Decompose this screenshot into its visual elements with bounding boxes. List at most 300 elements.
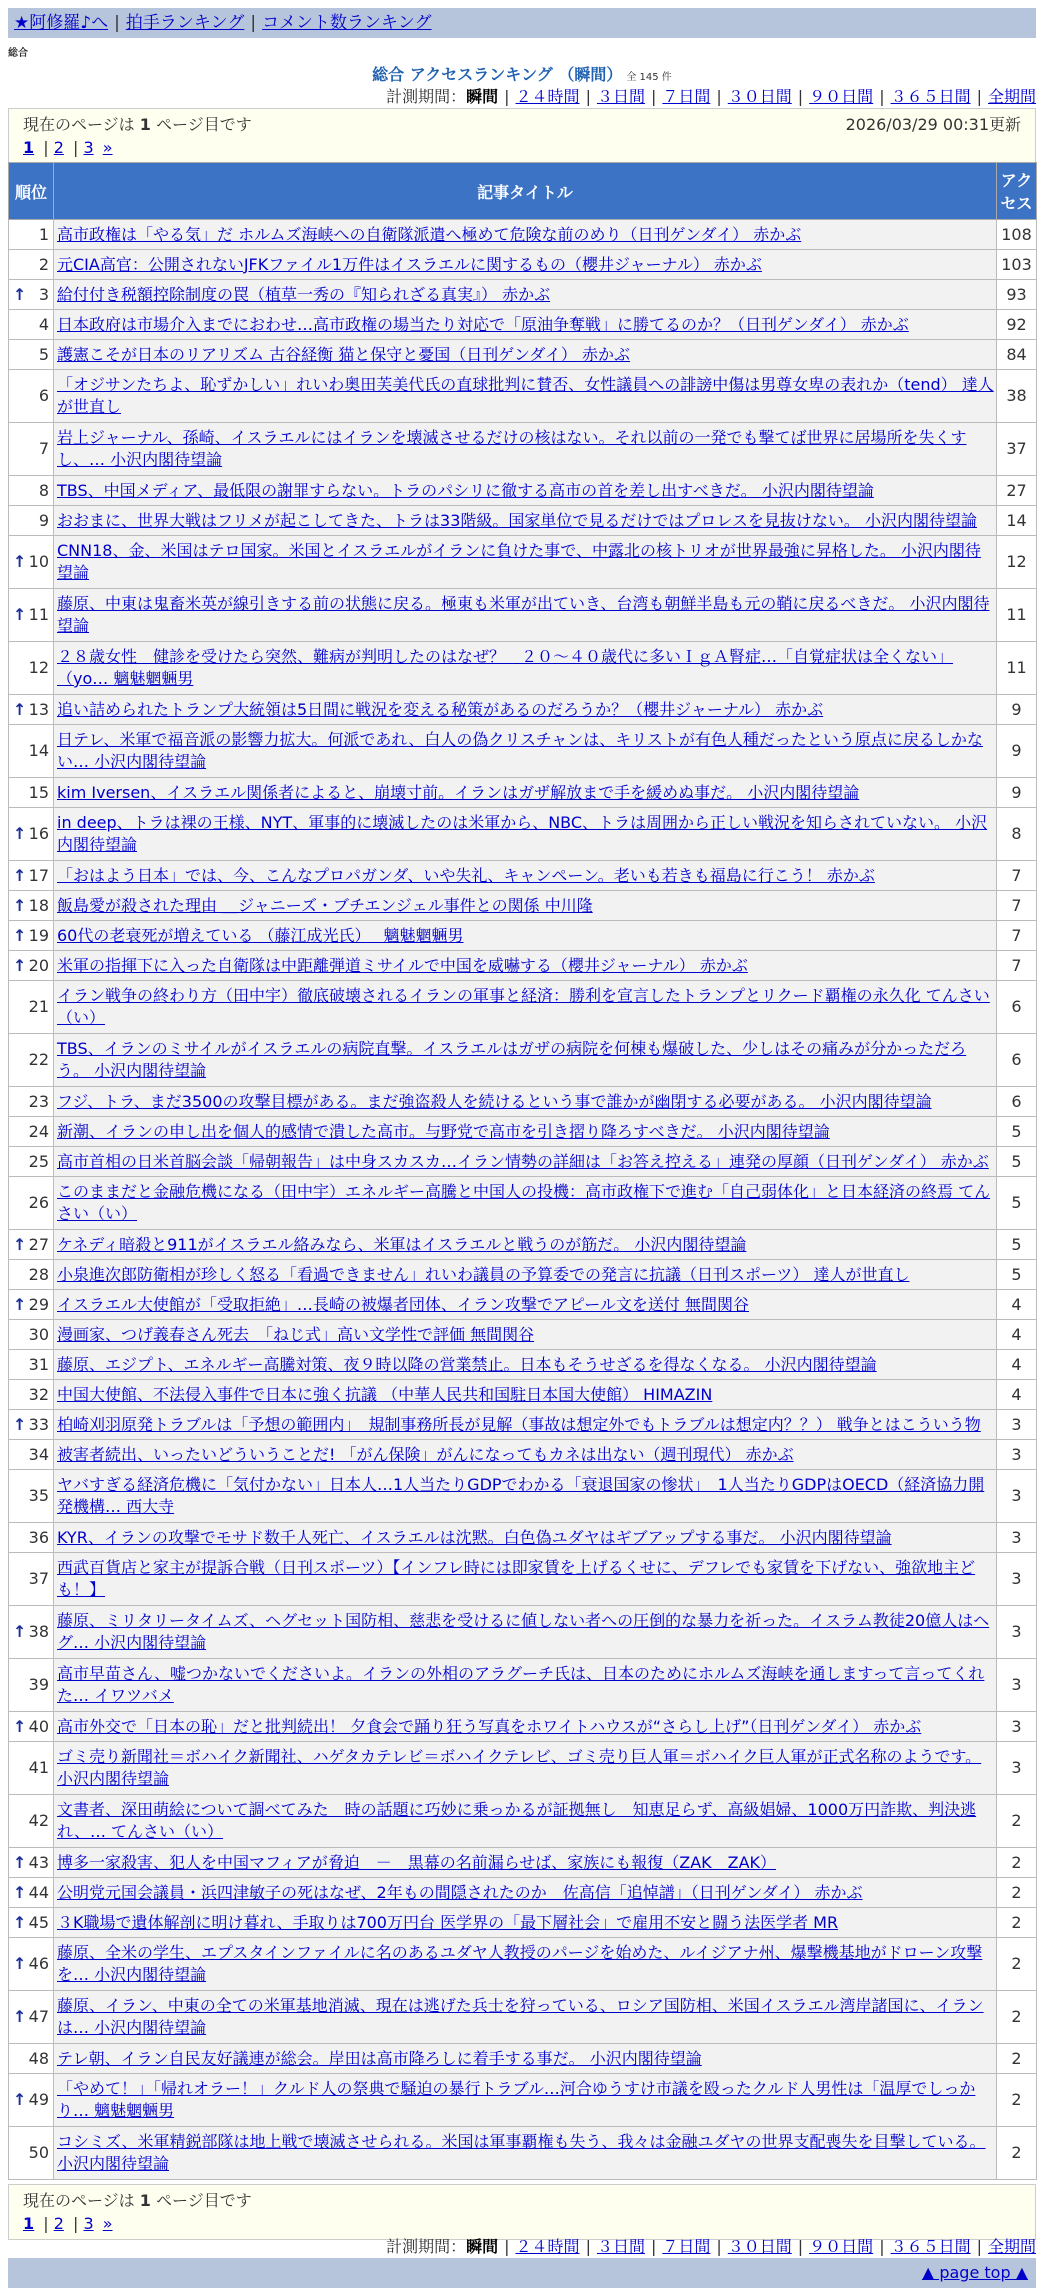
title-cell — [54, 1350, 997, 1380]
title-cell — [54, 1938, 997, 1991]
article-link[interactable]: イスラエル大使館が「受取拒絶」…長崎の被爆者団体、イラン攻撃でアピール文を送付 無間関谷 — [57, 1294, 749, 1314]
access-count: 3 — [997, 1470, 1037, 1523]
rank-number: 9 — [38, 510, 49, 530]
pager-status-row — [23, 113, 1021, 137]
article-link[interactable]: TBS、イランのミサイルがイスラエルの病院直撃。イスラエルはガザの病院を何棟も爆破した、少しはその痛みが分かっただろう。 小沢内閣待望論 — [57, 1039, 967, 1080]
table-row — [9, 1553, 1037, 1606]
rank-cell — [9, 1523, 54, 1553]
table-row — [9, 1034, 1037, 1087]
period-option-link[interactable]: ２４時間 — [515, 2237, 580, 2256]
table-row — [9, 808, 1037, 861]
article-link[interactable]: 米軍の指揮下に入った自衛隊は中距離弾道ミサイルで中国を威嚇する（櫻井ジャーナル） 赤かぶ — [57, 955, 748, 975]
period-separator: | — [585, 2237, 591, 2256]
rank-number: 12 — [28, 658, 49, 677]
period-separator: | — [650, 2237, 657, 2256]
rank-cell — [9, 1553, 54, 1606]
rank-number: 8 — [38, 480, 49, 500]
period-separator: | — [797, 87, 804, 106]
table-row — [9, 1742, 1037, 1795]
period-option-link[interactable]: ３０日間 — [727, 87, 792, 106]
article-link[interactable]: 岩上ジャーナル、孫崎、イスラエルにはイランを壊滅させるだけの核はない。それ以前の一発でも撃てば世界に居場所を失くすし、… 小沢内閣待望論 — [57, 428, 967, 469]
rank-up-arrow-icon: ↑ — [13, 699, 27, 719]
title-cell — [54, 1991, 997, 2044]
rank-number: 32 — [28, 1384, 49, 1404]
rank-number: 7 — [38, 439, 49, 458]
pager-text-post: ページ目です — [156, 115, 252, 134]
pager-text-pre: 現在のページは — [23, 2191, 135, 2210]
period-option-link[interactable]: ３０日間 — [727, 2237, 792, 2256]
period-separator: | — [976, 87, 982, 106]
article-link[interactable]: ３K職場で遺体解剖に明け暮れ、手取りは700万円台 医学界の「最下層社会」で雇用不安と闘う法医学者 MR — [57, 1912, 839, 1932]
pager-links-row — [23, 137, 1021, 159]
access-count: 7 — [997, 891, 1037, 921]
rank-cell — [9, 891, 54, 921]
rank-number: 20 — [28, 955, 49, 975]
next-page-link[interactable]: » — [102, 2214, 113, 2233]
rank-number: 3 — [38, 284, 49, 304]
category-label: 総合 — [8, 48, 28, 59]
article-link[interactable]: 被害者続出、いったいどういうことだ! 「がん保険」がんになってもカネは出ない（週刊現代） 赤かぶ — [57, 1444, 794, 1464]
period-separator: | — [504, 2237, 510, 2256]
rank-up-arrow-icon: ↑ — [13, 1622, 27, 1641]
table-row — [9, 1380, 1037, 1410]
period-option-link[interactable]: 全期間 — [987, 87, 1036, 106]
table-row — [9, 1938, 1037, 1991]
next-page-link[interactable]: » — [102, 138, 113, 157]
access-count: 3 — [997, 1659, 1037, 1712]
title-cell — [54, 1848, 997, 1878]
table-row — [9, 1117, 1037, 1147]
access-count: 2 — [997, 2127, 1037, 2180]
period-current: 瞬間 — [466, 87, 499, 106]
period-option-link[interactable]: 全期間 — [987, 2237, 1036, 2256]
table-row — [9, 951, 1037, 981]
pager-separator: | — [67, 2214, 84, 2233]
rank-up-arrow-icon: ↑ — [13, 865, 27, 885]
title-cell — [54, 423, 997, 476]
rank-cell — [9, 340, 54, 370]
rank-cell — [9, 1470, 54, 1523]
access-count: 3 — [997, 1523, 1037, 1553]
rank-number: 19 — [28, 925, 49, 945]
page-link[interactable]: 3 — [83, 138, 94, 157]
period-separator: | — [797, 2237, 804, 2256]
article-link[interactable]: 「おはよう日本」では、今、こんなプロパガンダ、いや失礼、キャンペーン。老いも若きも福島に行こう！ 赤かぶ — [57, 865, 875, 885]
rank-cell — [9, 536, 54, 589]
article-link[interactable]: 藤原、イラン、中東の全ての米軍基地消滅、現在は逃げた兵士を狩っている、ロシア国防相、米国イスラエル湾岸諸国に、イランは… 小沢内閣待望論 — [57, 1996, 984, 2037]
article-link[interactable]: KYR、イランの攻撃でモサド数千人死亡、イスラエルは沈黙。白色偽ユダヤはギブアップする事だ。 小沢内閣待望論 — [57, 1527, 892, 1547]
rank-up-arrow-icon: ↑ — [13, 552, 27, 571]
table-row — [9, 1470, 1037, 1523]
period-option-link[interactable]: ３日間 — [596, 2237, 645, 2256]
rank-number: 29 — [28, 1294, 49, 1314]
page-link[interactable]: 1 — [23, 138, 35, 157]
ranking-table — [8, 162, 1037, 2180]
article-link[interactable]: コシミズ、米軍精鋭部隊は地上戦で壊滅させられる。米国は軍事覇権も失う、我々は金融ユダヤの世界支配喪失を目撃している。 小沢内閣待望論 — [57, 2132, 986, 2173]
header-title: 記事タイトル — [54, 163, 997, 220]
table-row — [9, 506, 1037, 536]
rank-number: 30 — [28, 1324, 49, 1344]
article-link[interactable]: 高市早苗さん、嘘つかないでくださいよ。イランの外相のアラグーチ氏は、日本のためにホルムズ海峡を通しますって言ってくれた… イワツバメ — [57, 1664, 985, 1705]
pager-status — [23, 113, 252, 137]
rank-cell — [9, 1350, 54, 1380]
access-count: 9 — [997, 695, 1037, 725]
rank-up-arrow-icon: ↑ — [13, 1882, 27, 1902]
table-row — [9, 370, 1037, 423]
article-link[interactable]: 藤原、エジプト、エネルギー高騰対策、夜９時以降の営業禁止。日本もそうせざるを得なくなる。 小沢内閣待望論 — [57, 1354, 877, 1374]
access-count: 5 — [997, 1177, 1037, 1230]
access-count: 12 — [997, 536, 1037, 589]
rank-number: 35 — [28, 1486, 49, 1505]
table-row — [9, 1260, 1037, 1290]
article-link[interactable]: 公明党元国会議員・浜四津敏子の死はなぜ、2年もの間隠されたのか 佐高信「追悼譜」（日刊ゲンダイ） 赤かぶ — [57, 1882, 863, 1902]
table-row — [9, 1523, 1037, 1553]
access-count: 14 — [997, 506, 1037, 536]
access-count: 5 — [997, 1230, 1037, 1260]
article-link[interactable]: 飯島愛が殺された理由 ＿ジャニーズ・ブチエンジェル事件との関係 中川隆 — [57, 895, 593, 915]
title-cell — [54, 642, 997, 695]
period-option-link[interactable]: ９０日間 — [809, 87, 874, 106]
article-link[interactable]: 小泉進次郎防衛相が珍しく怒る「看過できません」れいわ議員の予算委での発言に抗議（日刊スポーツ） 達人が世直し — [57, 1264, 910, 1284]
rank-cell — [9, 1147, 54, 1177]
period-option-link[interactable]: ３６５日間 — [890, 2237, 971, 2256]
rank-cell — [9, 1712, 54, 1742]
rank-number: 25 — [28, 1151, 49, 1171]
ranking-title: 総合 アクセスランキング （瞬間） — [372, 65, 623, 84]
article-link[interactable]: 高市政権は「やる気」だ ホルムズ海峡への自衛隊派遣へ極めて危険な前のめり（日刊ゲンダイ） 赤かぶ — [57, 224, 802, 244]
table-row — [9, 642, 1037, 695]
access-count: 93 — [997, 280, 1037, 310]
title-cell — [54, 1712, 997, 1742]
title-cell — [54, 1470, 997, 1523]
updated-timestamp: 2026/03/29 00:31更新 — [845, 115, 1021, 134]
table-row — [9, 1147, 1037, 1177]
table-row — [9, 280, 1037, 310]
article-link[interactable]: 日テレ、米軍で福音派の影響力拡大。何派であれ、白人の偽クリスチャンは、キリストが有色人種だったという原点に戻るしかない… 小沢内閣待望論 — [57, 730, 983, 771]
article-link[interactable]: 給付付き税額控除制度の罠（植草一秀の『知られざる真実』） 赤かぶ — [57, 284, 551, 304]
access-count: 27 — [997, 476, 1037, 506]
rank-cell — [9, 1848, 54, 1878]
title-cell — [54, 476, 997, 506]
article-link[interactable]: 中国大使館、不法侵入事件で日本に強く抗議 （中華人民共和国駐日本国大使館） HIMAZIN — [57, 1384, 713, 1404]
title-cell — [54, 951, 997, 981]
article-link[interactable]: kim Iversen、イスラエル関係者によると、崩壊寸前。イランはガザ解放まで手を緩めぬ事だ。 小沢内閣待望論 — [57, 782, 860, 802]
article-link[interactable]: 西武百貨店と家主が提訴合戦（日刊スポーツ）【インフレ時には即家賃を上げるくせに、デフレでも家賃を下げない、強欲地主ども！】 — [57, 1558, 976, 1599]
article-link[interactable]: TBS、中国メディア、最低限の謝罪すらない。トラのパシリに徹する高市の首を差し出すべきだ。 小沢内閣待望論 — [57, 480, 874, 500]
table-row — [9, 921, 1037, 951]
title-cell — [54, 1380, 997, 1410]
access-count: 108 — [997, 220, 1037, 250]
rank-cell — [9, 1795, 54, 1848]
table-row — [9, 1848, 1037, 1878]
article-link[interactable]: ケネディ暗殺と911がイスラエル絡みなら、米軍はイスラエルと戦うのが筋だ。 小沢内閣待望論 — [57, 1234, 747, 1254]
access-count: 2 — [997, 2074, 1037, 2127]
article-link[interactable]: イラン戦争の終わり方（田中宇）徹底破壊されるイランの軍事と経済：勝利を宣言したトランプとリクード覇権の永久化 てんさい（い） — [57, 986, 990, 1027]
rank-cell — [9, 506, 54, 536]
rank-up-arrow-icon: ↑ — [13, 1716, 27, 1736]
article-link[interactable]: ２８歳女性 健診を受けたら突然、難病が判明したのはなぜ？ ２０～４０歳代に多いＩｇＡ腎症…「自覚症状は全くない」（yo… 魑魅魍魎男 — [57, 647, 954, 688]
rank-number: 14 — [28, 741, 49, 760]
rank-cell — [9, 1410, 54, 1440]
table-row — [9, 1087, 1037, 1117]
access-count: 8 — [997, 808, 1037, 861]
pager-separator: | — [67, 138, 84, 157]
access-count: 2 — [997, 2044, 1037, 2074]
article-link[interactable]: 柏崎刈羽原発トラブルは「予想の範囲内」 規制事務所長が見解（事故は想定外でもトラブルは想定内？？） 戦争とはこういう物 — [57, 1414, 981, 1434]
article-link[interactable]: このままだと金融危機になる（田中宇）エネルギー高騰と中国人の投機：高市政権下で進む「自己弱体化」と日本経済の終焉 てんさい（い） — [57, 1182, 991, 1223]
title-cell — [54, 1410, 997, 1440]
access-count: 38 — [997, 370, 1037, 423]
page-top-link[interactable]: ▲ page top ▲ — [921, 2263, 1028, 2282]
rank-cell — [9, 1320, 54, 1350]
period-option-link[interactable]: ３６５日間 — [890, 87, 971, 106]
title-cell — [54, 1440, 997, 1470]
pager-status — [23, 2189, 252, 2213]
table-row — [9, 1230, 1037, 1260]
article-link[interactable]: in deep、トラは裸の王様、NYT、軍事的に壊滅したのは米軍から、NBC、トラは周囲から正しい戦況を知らされていない。 小沢内閣待望論 — [57, 813, 988, 854]
rank-up-arrow-icon: ↑ — [13, 824, 27, 843]
article-link[interactable]: 藤原、ミリタリータイムズ、ヘグセット国防相、慈悲を受けるに値しない者への圧倒的な暴力を祈った。イスラム教徒20億人はヘグ… 小沢内閣待望論 — [57, 1611, 990, 1652]
rank-cell — [9, 778, 54, 808]
rank-number: 49 — [28, 2090, 49, 2109]
period-option-link[interactable]: ２４時間 — [515, 87, 580, 106]
rank-number: 44 — [28, 1882, 49, 1902]
pager-text-post: ページ目です — [156, 2191, 252, 2210]
article-link[interactable]: 高市首相の日米首脳会談「帰朝報告」は中身スカスカ…イラン情勢の詳細は「お答え控える」連発の厚顔（日刊ゲンダイ） 赤かぶ — [57, 1151, 989, 1171]
table-row — [9, 1991, 1037, 2044]
article-link[interactable]: 新潮、イランの申し出を個人的感情で潰した高市。与野党で高市を引き摺り降ろすべきだ。 小沢内閣待望論 — [57, 1121, 830, 1141]
article-link[interactable]: 博多一家殺害、犯人を中国マフィアが脅迫 － 黒幕の名前漏らせば、家族にも報復（ZAK ZAK） — [57, 1852, 777, 1872]
rank-cell — [9, 1290, 54, 1320]
period-label: 計測期間： — [386, 87, 467, 106]
article-link[interactable]: CNN18、金、米国はテロ国家。米国とイスラエルがイランに負けた事で、中露北の核トリオが世界最強に昇格した。 小沢内閣待望論 — [57, 541, 981, 582]
page-link[interactable]: 2 — [53, 138, 64, 157]
period-option-link[interactable]: ９０日間 — [809, 2237, 874, 2256]
rank-cell — [9, 2127, 54, 2180]
rank-cell — [9, 1991, 54, 2044]
access-count: 2 — [997, 1795, 1037, 1848]
period-separator: | — [976, 2237, 982, 2256]
table-row — [9, 1410, 1037, 1440]
title-cell — [54, 1523, 997, 1553]
table-row — [9, 476, 1037, 506]
article-link[interactable]: ヤバすぎる経済危機に「気付かない」日本人…1人当たりGDPでわかる「衰退国家の惨状」 1人当たりGDPはOECD（経済協力開発機構… 西大寺 — [57, 1475, 985, 1516]
access-count: 9 — [997, 778, 1037, 808]
rank-cell — [9, 695, 54, 725]
access-count: 5 — [997, 1117, 1037, 1147]
title-cell — [54, 891, 997, 921]
title-cell — [54, 695, 997, 725]
article-link[interactable]: 「オジサンたちよ、恥ずかしい」れいわ奥田芙美代氏の直球批判に賛否、女性議員への誹謗中傷は男尊女卑の表れか（tend） 達人が世直し — [57, 375, 994, 416]
rank-number: 47 — [28, 2007, 49, 2026]
title-cell — [54, 1795, 997, 1848]
article-link[interactable]: 藤原、全米の学生、エプスタインファイルに名のあるユダヤ人教授のパージを始めた、ルイジアナ州、爆撃機基地がドローン攻撃を… 小沢内閣待望論 — [57, 1943, 983, 1984]
rank-cell — [9, 1440, 54, 1470]
table-row — [9, 1659, 1037, 1712]
rank-cell — [9, 1117, 54, 1147]
rank-cell — [9, 1908, 54, 1938]
access-count: 6 — [997, 1034, 1037, 1087]
title-cell — [54, 280, 997, 310]
access-count: 84 — [997, 340, 1037, 370]
title-cell — [54, 2127, 997, 2180]
access-count: 3 — [997, 1742, 1037, 1795]
rank-cell — [9, 1230, 54, 1260]
rank-number: 16 — [28, 824, 49, 843]
rank-number: 37 — [28, 1569, 49, 1588]
access-count: 2 — [997, 1878, 1037, 1908]
title-cell — [54, 1117, 997, 1147]
access-count: 3 — [997, 1410, 1037, 1440]
rank-up-arrow-icon: ↑ — [13, 1414, 27, 1434]
title-cell — [54, 1742, 997, 1795]
rank-cell — [9, 2074, 54, 2127]
title-cell — [54, 1260, 997, 1290]
rank-number: 1 — [38, 224, 49, 244]
access-count: 9 — [997, 725, 1037, 778]
period-option-link[interactable]: ３日間 — [596, 87, 645, 106]
table-row — [9, 891, 1037, 921]
page-link[interactable]: 3 — [83, 2214, 94, 2233]
period-current: 瞬間 — [466, 2237, 499, 2256]
rank-cell — [9, 1878, 54, 1908]
total-count: 全 145 件 — [626, 72, 672, 83]
table-row — [9, 778, 1037, 808]
title-cell — [54, 1290, 997, 1320]
access-count: 5 — [997, 1260, 1037, 1290]
title-cell — [54, 220, 997, 250]
title-cell — [54, 1147, 997, 1177]
nav-link-applause-ranking[interactable]: 拍手ランキング — [125, 13, 245, 33]
rank-cell — [9, 589, 54, 642]
access-count: 11 — [997, 589, 1037, 642]
page-link[interactable]: 2 — [53, 2214, 64, 2233]
rank-up-arrow-icon: ↑ — [13, 955, 27, 975]
rank-number: 45 — [28, 1912, 49, 1932]
table-row — [9, 2044, 1037, 2074]
access-count: 3 — [997, 1440, 1037, 1470]
rank-up-arrow-icon: ↑ — [13, 895, 27, 915]
article-link[interactable]: テレ朝、イラン自民友好議連が総会。岸田は高市降ろしに着手する事だ。 小沢内閣待望論 — [57, 2048, 702, 2068]
pager-separator: | — [38, 2214, 54, 2233]
page-title — [0, 62, 1044, 85]
article-link[interactable]: 追い詰められたトランプ大統領は5日間に戦況を変える秘策があるのだろうか？（櫻井ジャーナル） 赤かぶ — [57, 699, 824, 719]
rank-number: 21 — [28, 997, 49, 1016]
access-count: 3 — [997, 1553, 1037, 1606]
access-count: 2 — [997, 1991, 1037, 2044]
rank-number: 31 — [28, 1354, 49, 1374]
title-cell — [54, 1659, 997, 1712]
title-cell — [54, 536, 997, 589]
article-link[interactable]: 漫画家、つげ義春さん死去 「ねじ式」高い文学性で評価 無間関谷 — [57, 1324, 535, 1344]
nav-link-comment-ranking[interactable]: コメント数ランキング — [262, 13, 432, 33]
article-link[interactable]: 護憲こそが日本のリアリズム 古谷経衡 猫と保守と憂国（日刊ゲンダイ） 赤かぶ — [57, 344, 631, 364]
rank-number: 15 — [28, 782, 49, 802]
rank-cell — [9, 220, 54, 250]
table-row — [9, 340, 1037, 370]
rank-up-arrow-icon: ↑ — [13, 1234, 27, 1254]
rank-cell — [9, 2044, 54, 2074]
rank-cell — [9, 951, 54, 981]
table-row — [9, 2074, 1037, 2127]
article-link[interactable]: 日本政府は市場介入までにおわせ…高市政権の場当たり対応で「原油争奪戦」に勝てるのか？（日刊ゲンダイ） 赤かぶ — [57, 314, 909, 334]
period-separator: | — [716, 2237, 722, 2256]
rank-number: 6 — [38, 386, 49, 405]
title-cell — [54, 1230, 997, 1260]
rank-number: 11 — [28, 605, 49, 624]
title-cell — [54, 310, 997, 340]
access-count: 7 — [997, 921, 1037, 951]
access-count: 2 — [997, 1908, 1037, 1938]
table-row — [9, 1320, 1037, 1350]
rank-number: 28 — [28, 1264, 49, 1284]
rank-number: 34 — [28, 1444, 49, 1464]
article-link[interactable]: 60代の老衰死が増えている （藤江成光氏） 魑魅魍魎男 — [57, 925, 464, 945]
table-row — [9, 1878, 1037, 1908]
title-cell — [54, 921, 997, 951]
rank-number: 33 — [28, 1414, 49, 1434]
title-cell — [54, 340, 997, 370]
rank-number: 26 — [28, 1193, 49, 1212]
title-cell — [54, 2044, 997, 2074]
footer-bar — [8, 2258, 1036, 2288]
access-count: 6 — [997, 1087, 1037, 1117]
nav-separator: | — [250, 13, 257, 33]
period-separator: | — [504, 87, 510, 106]
rank-cell — [9, 1177, 54, 1230]
pager-current-page: 1 — [139, 2191, 151, 2210]
article-link[interactable]: 文書者、深田萌絵について調べてみた 時の話題に巧妙に乗っかるが証拠無し 知恵足らず、高級娼婦、1000万円詐欺、判決逃れ、… てんさい（い） — [57, 1800, 977, 1841]
access-count: 4 — [997, 1380, 1037, 1410]
access-count: 2 — [997, 1848, 1037, 1878]
rank-number: 22 — [28, 1050, 49, 1069]
article-link[interactable]: 元CIA高官：公開されないJFKファイル1万件はイスラエルに関するもの（櫻井ジャーナル） 赤かぶ — [57, 254, 762, 274]
rank-up-arrow-icon: ↑ — [13, 2007, 27, 2026]
title-cell — [54, 370, 997, 423]
rank-cell — [9, 1034, 54, 1087]
article-link[interactable]: おおまに、世界大戦はフリメが起こしてきた、トラは33階級。国家単位で見るだけではプロレスを見抜けない。 小沢内閣待望論 — [57, 510, 978, 530]
table-row — [9, 1795, 1037, 1848]
article-link[interactable]: フジ、トラ、まだ3500の攻撃目標がある。まだ強盗殺人を続けるという事で誰かが幽閉する必要がある。 小沢内閣待望論 — [57, 1091, 932, 1111]
article-link[interactable]: 藤原、中東は鬼畜米英が線引きする前の状態に戻る。極東も米軍が出ていき、台湾も朝鮮半島も元の鞘に戻るべきだ。 小沢内閣待望論 — [57, 594, 990, 635]
title-cell — [54, 1177, 997, 1230]
table-row — [9, 220, 1037, 250]
page-link[interactable]: 1 — [23, 2214, 35, 2233]
title-cell — [54, 589, 997, 642]
table-row — [9, 695, 1037, 725]
title-cell — [54, 1878, 997, 1908]
pager-links-row — [23, 2213, 1021, 2235]
access-count: 4 — [997, 1320, 1037, 1350]
table-row — [9, 250, 1037, 280]
title-cell — [54, 1087, 997, 1117]
period-option-link[interactable]: ７日間 — [662, 2237, 711, 2256]
rank-number: 41 — [28, 1758, 49, 1777]
rank-cell — [9, 861, 54, 891]
article-link[interactable]: ゴミ売り新聞社＝ボハイク新聞社、ハゲタカテレビ＝ボハイクテレビ、ゴミ売り巨人軍＝ボハイク巨人軍が正式名称のようです。 小沢内閣待望論 — [57, 1747, 982, 1788]
rank-cell — [9, 1659, 54, 1712]
rank-cell — [9, 808, 54, 861]
rank-number: 24 — [28, 1121, 49, 1141]
article-link[interactable]: 高市外交で「日本の恥」だと批判続出！ 夕食会で踊り狂う写真をホワイトハウスが“さらし上げ”（日刊ゲンダイ） 赤かぶ — [57, 1716, 922, 1736]
rank-number: 13 — [28, 699, 49, 719]
period-option-link[interactable]: ７日間 — [662, 87, 711, 106]
rank-up-arrow-icon: ↑ — [13, 2090, 27, 2109]
table-row — [9, 1440, 1037, 1470]
article-link[interactable]: 「やめて！」「帰れオラー！」クルド人の祭典で騒迫の暴行トラブル…河合ゆうすけ市議を殴ったクルド人男性は「温厚でしっかり… 魑魅魍魎男 — [57, 2079, 976, 2120]
nav-link-asyura[interactable]: ★阿修羅♪へ — [14, 13, 109, 33]
period-separator: | — [585, 87, 591, 106]
